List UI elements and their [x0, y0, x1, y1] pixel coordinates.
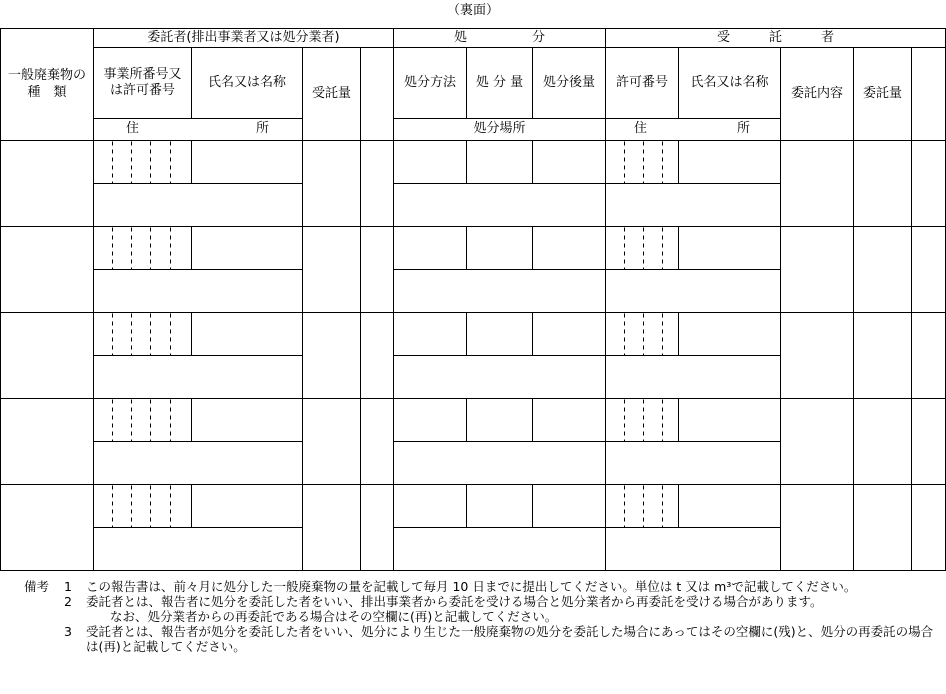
consignee-name-cell[interactable]	[679, 227, 781, 270]
notes-label: 備考	[24, 579, 50, 594]
disposal-place-header: 処分場所	[394, 119, 606, 141]
consignee-header: 受 託 者	[606, 29, 946, 48]
name-cell[interactable]	[192, 313, 303, 356]
permit-no-cell[interactable]	[606, 399, 679, 442]
mark-cell[interactable]	[361, 141, 394, 227]
mark-cell[interactable]	[361, 313, 394, 399]
consignor-header: 委託者(排出事業者又は処分業者)	[94, 29, 394, 48]
after-amount-cell[interactable]	[533, 227, 606, 270]
received-amount-header: 受託量	[303, 48, 361, 141]
waste-type-header: 一般廃棄物の 種 類	[1, 29, 94, 141]
disposal-place-cell[interactable]	[394, 184, 606, 227]
waste-type-cell[interactable]	[1, 399, 94, 485]
waste-type-cell[interactable]	[1, 485, 94, 571]
consigned-amount-cell[interactable]	[854, 227, 912, 313]
office-permit-no-cell[interactable]	[94, 485, 192, 528]
note-3: 3 受託者とは、報告者が処分を委託した者をいい、処分により生じた一般廃棄物の処分を委託した場合にあってはその空欄に(残)と、処分の再委託の場合は(再)と記載してください。	[64, 624, 934, 654]
note-2b: なお、処分業者からの再委託である場合はその空欄に(再)と記載してください。	[110, 609, 558, 624]
waste-type-cell[interactable]	[1, 141, 94, 227]
permit-no-cell[interactable]	[606, 227, 679, 270]
received-amount-cell[interactable]	[303, 399, 361, 485]
mark-cell[interactable]	[361, 227, 394, 313]
address-header: 住 所	[94, 119, 303, 141]
mark-cell-2[interactable]	[912, 485, 946, 571]
method-cell[interactable]	[394, 399, 467, 442]
consignee-address-cell[interactable]	[606, 356, 781, 399]
blank-header	[361, 48, 394, 141]
received-amount-cell[interactable]	[303, 227, 361, 313]
method-cell[interactable]	[394, 485, 467, 528]
note-1: 備考 1 この報告書は、前々月に処分した一般廃棄物の量を記載して毎月 10 日までに提出してください。単位は t 又は m³で記載してください。	[24, 579, 857, 594]
after-amount-cell[interactable]	[533, 141, 606, 184]
consignee-address-cell[interactable]	[606, 184, 781, 227]
amount-cell[interactable]	[467, 141, 533, 184]
page-title: （裏面）	[446, 3, 499, 18]
amount-cell[interactable]	[467, 399, 533, 442]
after-amount-cell[interactable]	[533, 399, 606, 442]
office-permit-no-cell[interactable]	[94, 313, 192, 356]
received-amount-cell[interactable]	[303, 313, 361, 399]
report-table	[0, 28, 946, 571]
address-cell[interactable]	[94, 270, 303, 313]
permit-no-cell[interactable]	[606, 485, 679, 528]
after-disposal-amount-header: 処分後量	[533, 48, 606, 119]
name-header: 氏名又は名称	[192, 48, 303, 119]
method-cell[interactable]	[394, 313, 467, 356]
blank-header-2	[912, 48, 946, 141]
disposal-amount-header: 処 分 量	[467, 48, 533, 119]
mark-cell-2[interactable]	[912, 313, 946, 399]
disposal-place-cell[interactable]	[394, 270, 606, 313]
mark-cell-2[interactable]	[912, 141, 946, 227]
mark-cell-2[interactable]	[912, 399, 946, 485]
after-amount-cell[interactable]	[533, 313, 606, 356]
amount-cell[interactable]	[467, 485, 533, 528]
waste-type-cell[interactable]	[1, 313, 94, 399]
address-cell[interactable]	[94, 184, 303, 227]
method-cell[interactable]	[394, 141, 467, 184]
content-cell[interactable]	[781, 485, 854, 571]
received-amount-cell[interactable]	[303, 485, 361, 571]
content-cell[interactable]	[781, 141, 854, 227]
office-permit-no-cell[interactable]	[94, 399, 192, 442]
consignee-address-header: 住 所	[606, 119, 781, 141]
permit-no-header: 許可番号	[606, 48, 679, 119]
address-cell[interactable]	[94, 356, 303, 399]
waste-type-cell[interactable]	[1, 227, 94, 313]
mark-cell[interactable]	[361, 399, 394, 485]
consignee-name-cell[interactable]	[679, 313, 781, 356]
amount-cell[interactable]	[467, 313, 533, 356]
disposal-place-cell[interactable]	[394, 356, 606, 399]
disposal-place-cell[interactable]	[394, 442, 606, 485]
consigned-amount-cell[interactable]	[854, 485, 912, 571]
consignee-name-cell[interactable]	[679, 141, 781, 184]
consignee-address-cell[interactable]	[606, 528, 781, 571]
content-cell[interactable]	[781, 399, 854, 485]
name-cell[interactable]	[192, 141, 303, 184]
office-permit-no-cell[interactable]	[94, 227, 192, 270]
name-cell[interactable]	[192, 485, 303, 528]
after-amount-cell[interactable]	[533, 485, 606, 528]
consigned-amount-cell[interactable]	[854, 313, 912, 399]
consignee-address-cell[interactable]	[606, 442, 781, 485]
consignee-name-cell[interactable]	[679, 399, 781, 442]
consignee-name-cell[interactable]	[679, 485, 781, 528]
permit-no-cell[interactable]	[606, 141, 679, 184]
note-2: 2 委託者とは、報告者に処分を委託した者をいい、排出事業者から委託を受ける場合と処分業者から再委託を受ける場合があります。	[64, 594, 823, 609]
disposal-place-cell[interactable]	[394, 528, 606, 571]
office-permit-no-header: 事業所番号又は許可番号	[94, 48, 192, 119]
notes	[24, 579, 939, 654]
consignee-address-cell[interactable]	[606, 270, 781, 313]
consignee-name-header: 氏名又は名称	[679, 48, 781, 119]
address-cell[interactable]	[94, 528, 303, 571]
name-cell[interactable]	[192, 227, 303, 270]
consign-content-header: 委託内容	[781, 48, 854, 141]
consigned-amount-cell[interactable]	[854, 399, 912, 485]
content-cell[interactable]	[781, 313, 854, 399]
disposal-header: 処 分	[394, 29, 606, 48]
mark-cell[interactable]	[361, 485, 394, 571]
consigned-amount-header: 委託量	[854, 48, 912, 141]
method-cell[interactable]	[394, 227, 467, 270]
received-amount-cell[interactable]	[303, 141, 361, 227]
consigned-amount-cell[interactable]	[854, 141, 912, 227]
content-cell[interactable]	[781, 227, 854, 313]
mark-cell-2[interactable]	[912, 227, 946, 313]
office-permit-no-cell[interactable]	[94, 141, 192, 184]
name-cell[interactable]	[192, 399, 303, 442]
permit-no-cell[interactable]	[606, 313, 679, 356]
disposal-method-header: 処分方法	[394, 48, 467, 119]
amount-cell[interactable]	[467, 227, 533, 270]
address-cell[interactable]	[94, 442, 303, 485]
